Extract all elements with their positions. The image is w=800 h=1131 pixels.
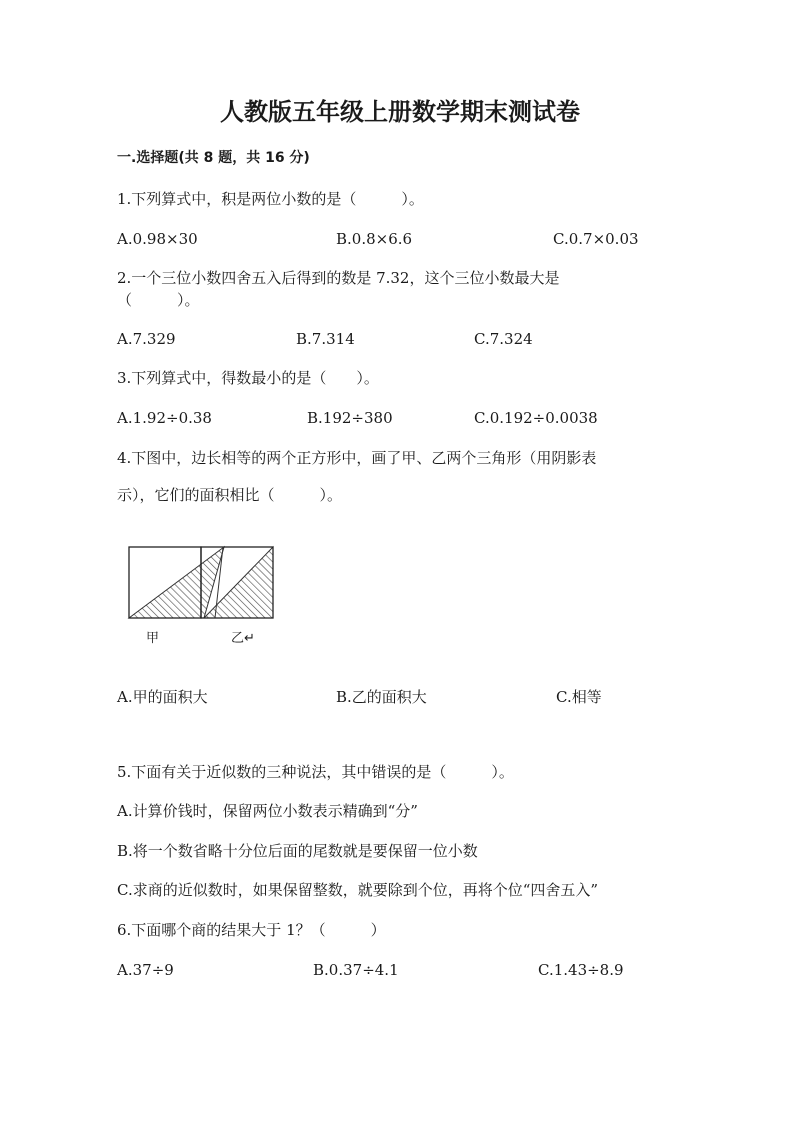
question-6-option-c: C.1.43÷8.9	[538, 961, 624, 979]
question-6-stem: 6.下面哪个商的结果大于 1？（ ）	[117, 921, 386, 939]
question-3-option-a: A.1.92÷0.38	[117, 409, 212, 427]
question-2-option-b: B.7.314	[296, 330, 355, 348]
label-yi: 乙↵	[231, 631, 255, 646]
question-4-option-c: C.相等	[556, 688, 602, 706]
question-3-stem: 3.下列算式中，得数最小的是（ ）。	[117, 369, 379, 387]
question-5-option-c: C.求商的近似数时，如果保留整数，就要除到个位，再将个位“四舍五入”	[117, 881, 599, 899]
question-1-option-b: B.0.8×6.6	[336, 230, 413, 248]
question-2-stem-line2: （ ）。	[117, 291, 200, 309]
label-jia: 甲	[146, 631, 160, 646]
question-4-stem-line2: 示），它们的面积相比（ ）。	[117, 486, 343, 504]
page-title: 人教版五年级上册数学期末测试卷	[220, 97, 580, 126]
question-5-option-a: A.计算价钱时，保留两位小数表示精确到“分”	[117, 802, 418, 820]
question-3-option-c: C.0.192÷0.0038	[474, 409, 598, 427]
question-2-stem-line1: 2.一个三位小数四舍五入后得到的数是 7.32，这个三位小数最大是	[117, 269, 560, 287]
question-1-option-a: A.0.98×30	[117, 230, 198, 248]
question-2-option-c: C.7.324	[474, 330, 533, 348]
triangle-jia	[129, 547, 224, 618]
question-4-option-b: B.乙的面积大	[336, 688, 427, 706]
question-6-option-b: B.0.37÷4.1	[313, 961, 399, 979]
question-2-option-a: A.7.329	[117, 330, 176, 348]
two-squares-figure	[126, 543, 280, 646]
question-1-option-c: C.0.7×0.03	[553, 230, 639, 248]
question-1-stem: 1.下列算式中，积是两位小数的是（ ）。	[117, 190, 424, 208]
question-6-option-a: A.37÷9	[117, 961, 174, 979]
question-5-option-b: B.将一个数省略十分位后面的尾数就是要保留一位小数	[117, 842, 478, 860]
question-4-stem-line1: 4.下图中，边长相等的两个正方形中，画了甲、乙两个三角形（用阴影表	[117, 449, 597, 467]
question-3-option-b: B.192÷380	[307, 409, 393, 427]
question-5-stem: 5.下面有关于近似数的三种说法，其中错误的是（ ）。	[117, 763, 514, 781]
triangles-diagram	[126, 543, 280, 625]
question-4-option-a: A.甲的面积大	[117, 688, 208, 706]
section-heading: 一.选择题(共 8 题，共 16 分)	[117, 150, 310, 166]
